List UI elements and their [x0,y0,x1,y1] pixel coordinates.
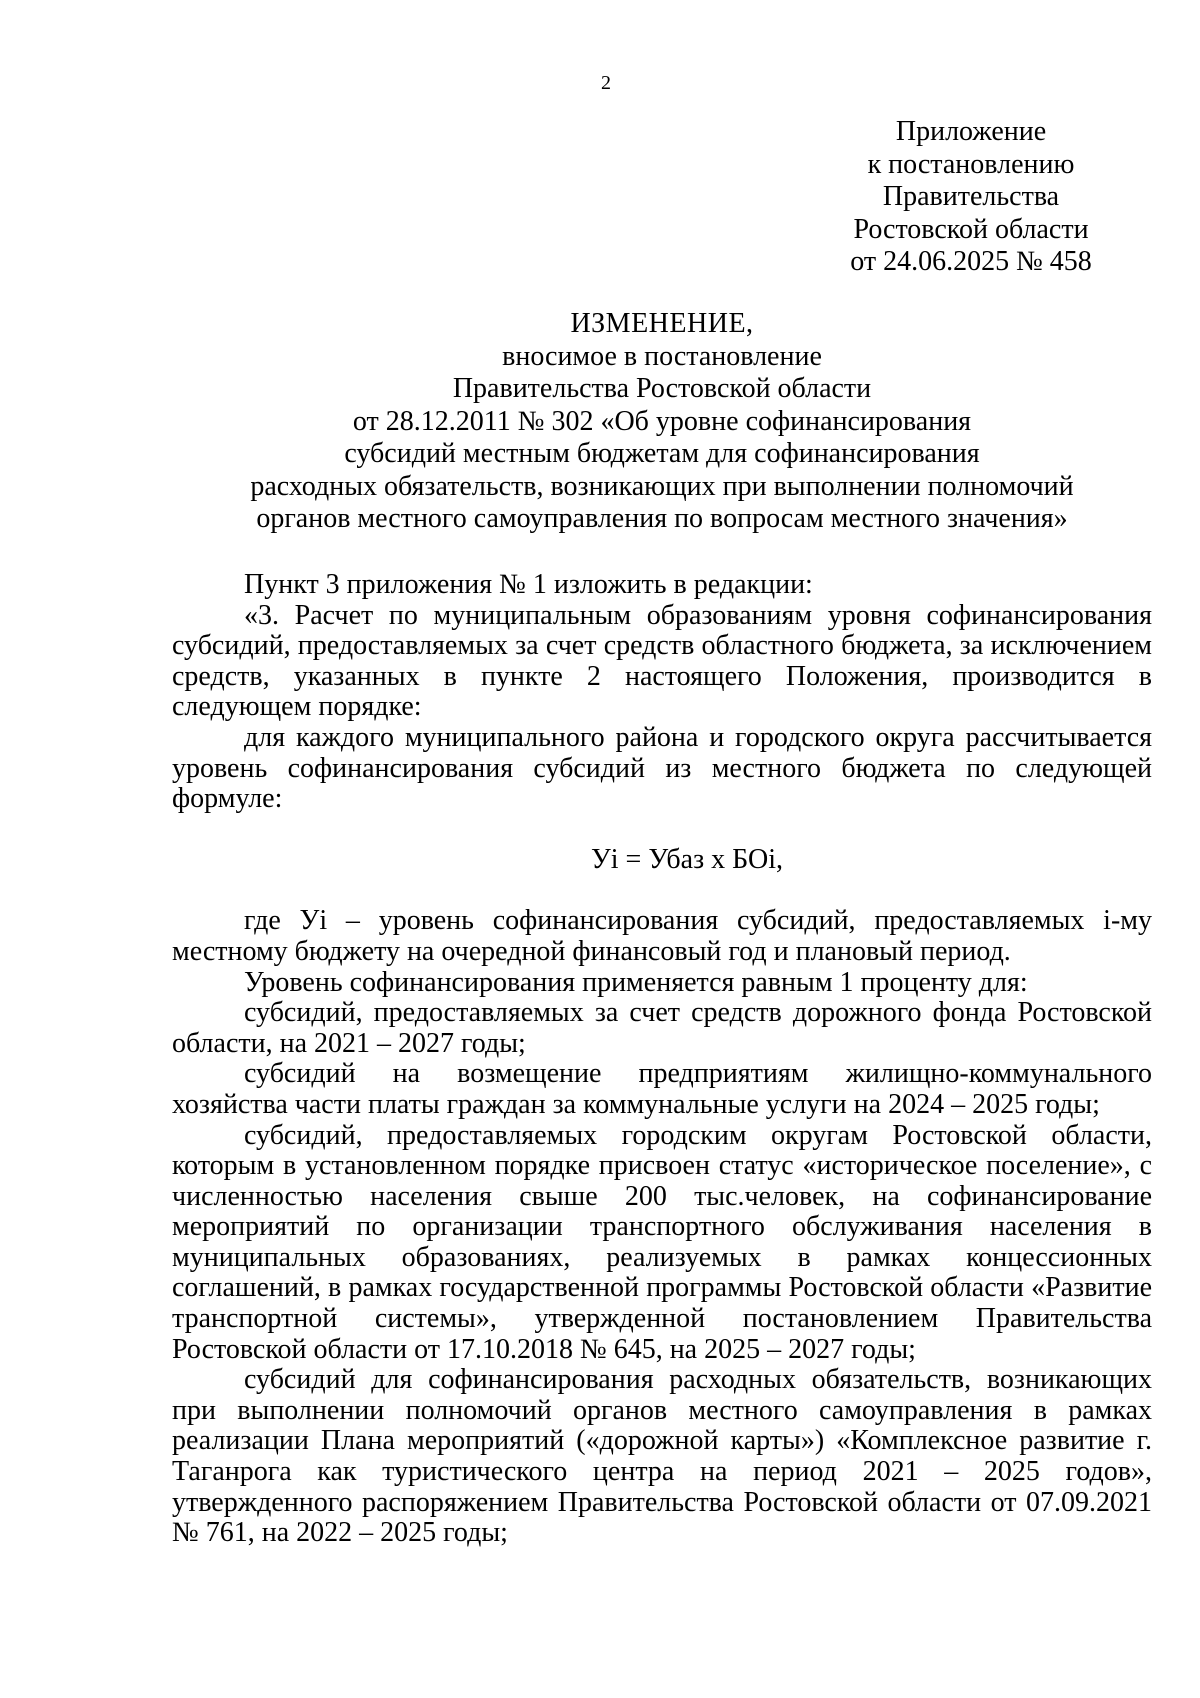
appendix-header [820,116,1122,279]
appendix-line: от 24.06.2025 № 458 [850,246,1092,277]
document-title-block [170,308,1154,536]
body-paragraph: субсидий на возмещение предприятиям жилищно-коммунального хозяйства части платы граждан за коммунальные услуги на 2024 – 2025 годы; [172,1058,1152,1120]
formula: Уi = Убаз х БОi, [590,843,784,875]
title-line: вносимое в постановление [502,340,822,372]
body-paragraph: субсидий, предоставляемых городским округам Ростовской области, которым в установленном порядке присвоен статус «историческое поселение», с численностью населения свыше 200 тыс.человек, на софинансирование мероприятий по организации транспортного обслуживания населения в муниципальных образованиях, реализуемых в рамках концессионных соглашений, в рамках государственной программы Ростовской области «Развитие транспортной системы», утвержденной постановлением Правительства Ростовской области от 17.10.2018 № 645, на 2025 – 2027 годы; [172,1119,1152,1365]
body-paragraph: субсидий для софинансирования расходных обязательств, возникающих при выполнении полномочий органов местного самоуправления в рамках реализации Плана мероприятий («дорожной карты») «Комплексное развитие г. Таганрога как туристического центра на период 2021 – 2025 годов», утвержденного распоряжением Правительства Ростовской области от 07.09.2021 № 761, на 2022 – 2025 годы; [172,1364,1152,1549]
document-body [172,570,1152,1549]
title-line: расходных обязательств, возникающих при выполнении полномочий [250,470,1074,502]
document-title: ИЗМЕНЕНИЕ, [570,308,754,339]
title-line: от 28.12.2011 № 302 «Об уровне софинансирования [352,405,972,437]
appendix-line: Приложение [895,116,1047,147]
body-paragraph: Пункт 3 приложения № 1 изложить в редакции: [244,569,813,600]
body-paragraph: Уровень софинансирования применяется равным 1 проценту для: [244,966,1028,998]
title-line: органов местного самоуправления по вопросам местного значения» [256,503,1068,534]
title-line: субсидий местным бюджетам для софинансирования [344,438,980,469]
body-paragraph: где Уi – уровень софинансирования субсидий, предоставляемых i-му местному бюджету на очередной финансовый год и плановый период. [172,905,1152,967]
appendix-line: Ростовской области [853,213,1089,245]
body-paragraph: субсидий, предоставляемых за счет средств дорожного фонда Ростовской области, на 2021 – 2027 годы; [172,997,1152,1059]
title-line: Правительства Ростовской области [452,373,872,404]
page-number: 2 [601,72,611,94]
body-paragraph: для каждого муниципального района и городского округа рассчитывается уровень софинансирования субсидий из местного бюджета по следующей формуле: [172,721,1152,815]
body-paragraph: «3. Расчет по муниципальным образованиям уровня софинансирования субсидий, предоставляемых за счет средств областного бюджета, за исключением средств, указанных в пункте 2 настоящего Положения, производится в следующем порядке: [172,599,1152,723]
appendix-line: к постановлению [867,148,1075,180]
appendix-line: Правительства [882,181,1060,212]
